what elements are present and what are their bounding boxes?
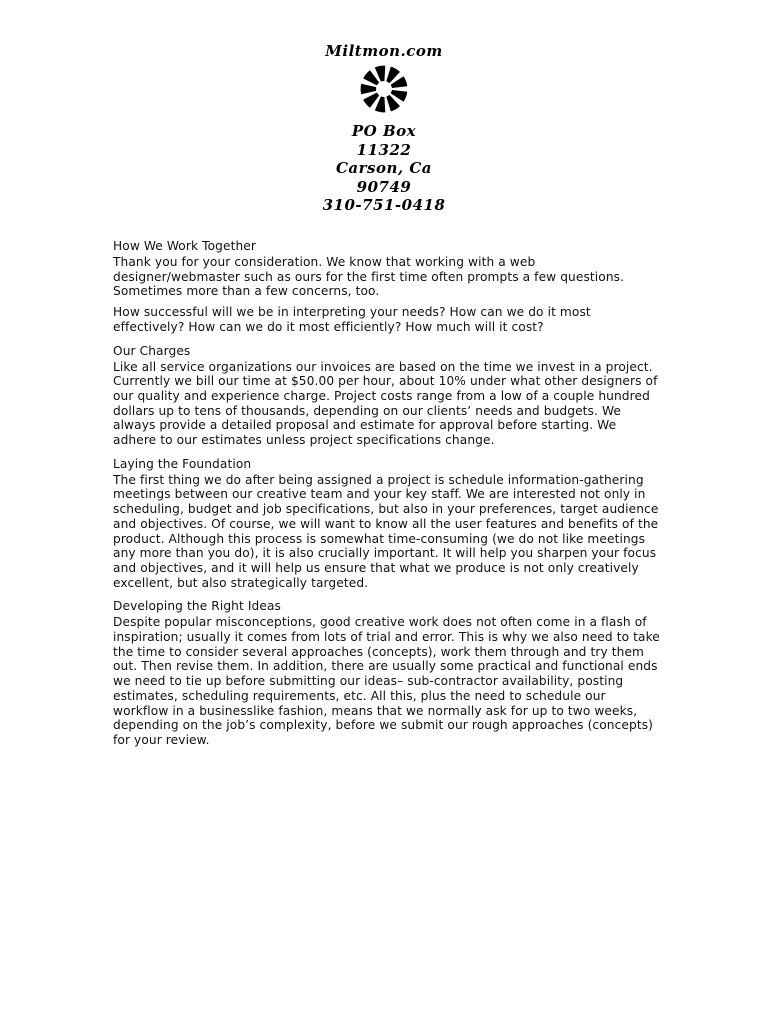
address-city: Carson, Ca [335, 159, 433, 177]
section-developing-ideas [113, 598, 661, 747]
sun-wheel-logo-icon [357, 62, 411, 116]
section-laying-foundation [113, 456, 661, 591]
logo-petal [363, 93, 379, 108]
address-zip: 90749 [356, 177, 412, 196]
section-paragraph: How successful will we be in interpreting your needs? How can we do it most effectively? How can we do it most efficiently? How much will it cost? [113, 305, 591, 334]
section-our-charges [113, 343, 661, 448]
section-heading: Developing the Right Ideas [113, 599, 281, 614]
logo-petal [363, 70, 379, 85]
section-paragraph: Like all service organizations our invoices are based on the time we invest in a project. Currently we bill our time at $50.00 per hour, about 10% under what other designers of our quality and experience charge. Project costs range from a low of a couple hundred dollars up to tens of thousands, depending on our clients’ needs and budgets. We always provide a detailed proposal and estimate for approval before starting. We adhere to our estimates unless project specifications change. [113, 359, 658, 448]
section-paragraph: The first thing we do after being assigned a project is schedule information-gathering meetings between our creative team and your key staff. We are interested not only in scheduling, budget and job specifications, but also in your preferences, target audience and objectives. Of course, we will want to know all the user features and benefits of the product. Although this process is somewhat time-consuming (we do not like meetings any more than you do), it is also crucially important. It will help you sharpen your focus and objectives, and it will help us ensure that what we produce is not only creatively excellent, but also strategically targeted. [113, 472, 659, 590]
section-heading: Our Charges [113, 343, 191, 358]
section-paragraph: Despite popular misconceptions, good creative work does not often come in a flash of inspiration; usually it comes from lots of trial and error. This is why we also need to take the time to consider several approaches (concepts), work them through and try them out. Then revise them. In addition, there are usually some practical and functional ends we need to tie up before submitting our ideas– sub-contractor availability, posting estimates, scheduling requirements, etc. All this, plus the need to schedule our workflow in a businesslike fashion, means that we normally ask for up to two weeks, depending on the job’s complexity, before we submit our rough approaches (concepts) for your review. [113, 615, 660, 747]
address-box-number: 11322 [356, 140, 412, 159]
section-heading: How We Work Together [113, 239, 256, 253]
section-paragraph: Thank you for your consideration. We know that working with a web designer/webmaster such as ours for the first time often prompts a few questions. Sometimes more than a few concerns, too. [113, 255, 625, 299]
section-how-we-work [113, 238, 661, 335]
letterhead [0, 40, 768, 215]
address-po-box: PO Box [351, 122, 417, 140]
address-phone: 310-751-0418 [322, 196, 446, 214]
brand-name: Miltmon.com [325, 42, 443, 60]
letter-body [113, 238, 661, 756]
section-heading: Laying the Foundation [113, 456, 252, 471]
logo-petal [361, 84, 377, 95]
